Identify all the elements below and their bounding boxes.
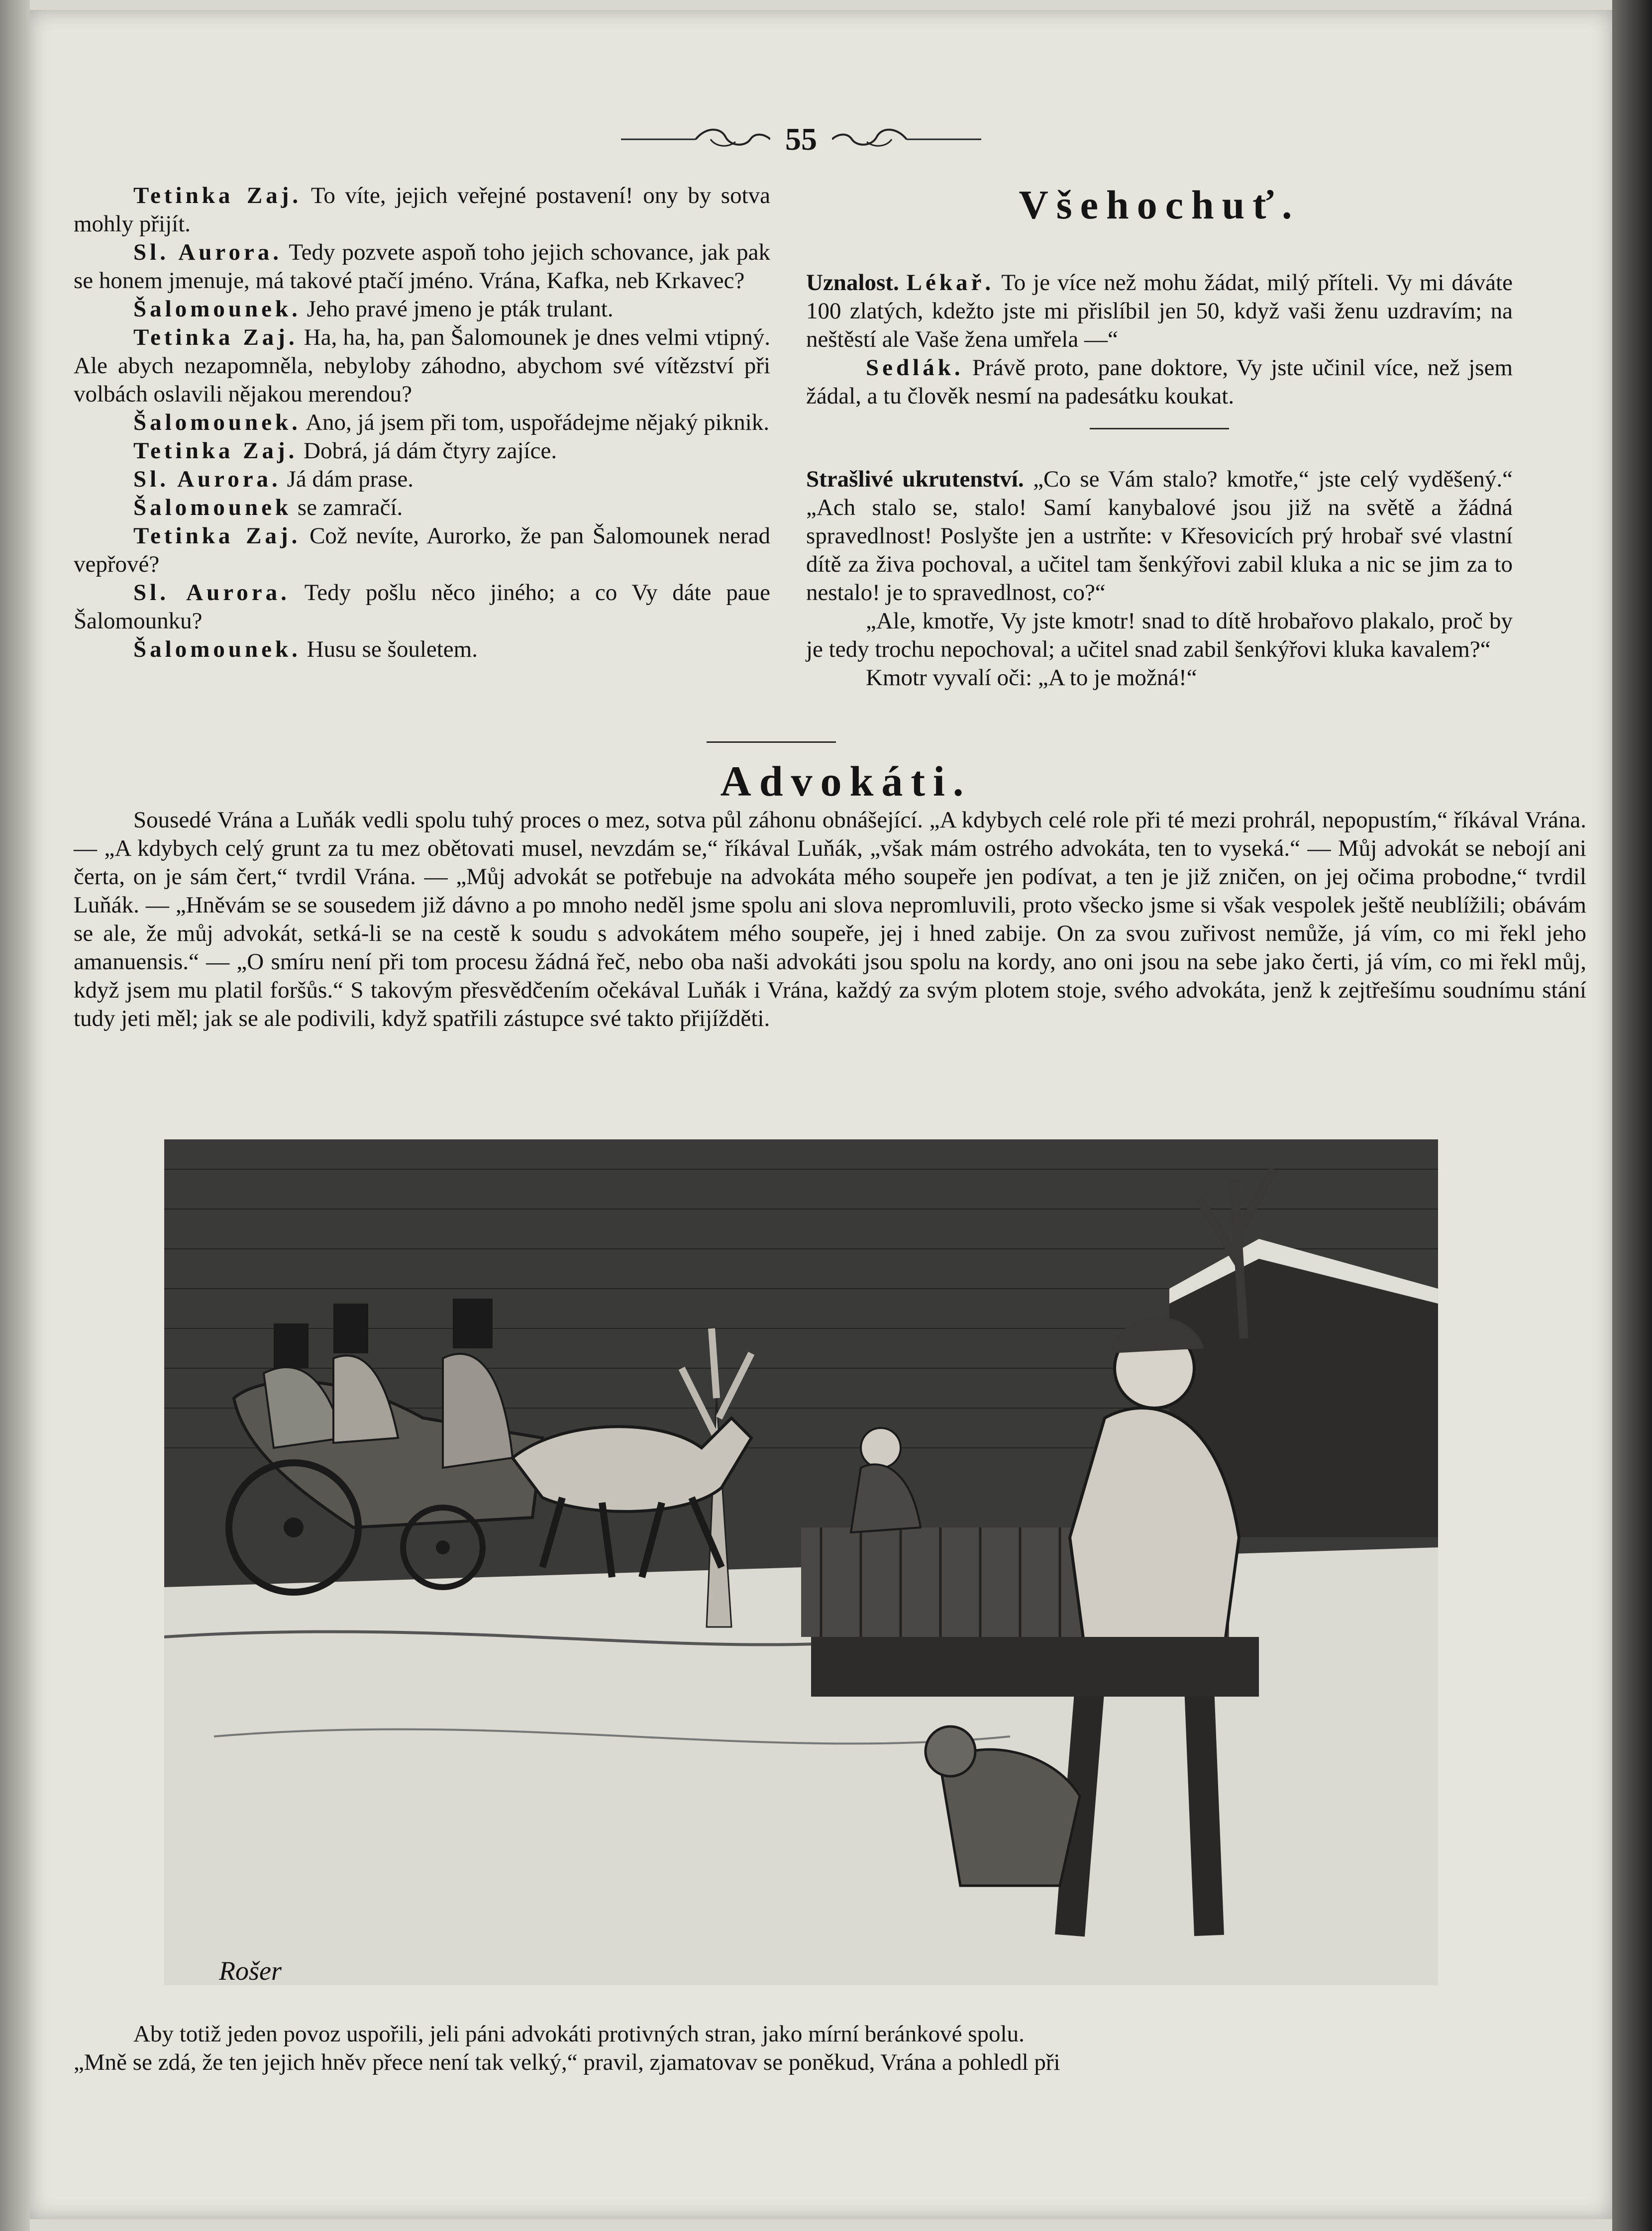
- dialogue-line: Šalomounek. Husu se šouletem.: [133, 636, 478, 662]
- vsehochut-column: [806, 269, 1513, 692]
- dialogue-line: Sl. Aurora. Tedy pozvete aspoň toho jejich schovance, jak pak se honem jmenuje, má takové ptačí jméno. Vrána, Kafka, neb Krkavec?: [74, 239, 770, 294]
- dialogue-line: Tetinka Zaj. Ha, ha, ha, pan Šalomounek je dnes velmi vtipný. Ale abych nezapomněla, nebyloby záhodno, abychom své vítězství při volbách oslavili nějakou merendou?: [74, 324, 770, 407]
- anecdote-ukrutenstvi-end: Kmotr vyvalí oči: „A to je možná!“: [866, 665, 1197, 691]
- dialogue-line: Sl. Aurora. Tedy pošlu něco jiného; a co Vy dáte paue Šalomounku?: [74, 580, 770, 634]
- advokati-story: [74, 806, 1586, 1033]
- engraving-illustration: [164, 1139, 1438, 1985]
- dialogue-line: Šalomounek. Ano, já jsem při tom, uspořádejme nějaký piknik.: [133, 409, 770, 435]
- anecdote-uznalost-reply: Sedlák. Právě proto, pane doktore, Vy jste učinil více, než jsem žádal, a tu člověk nesmí na padesátku koukat.: [806, 355, 1513, 409]
- anecdote-ukrutenstvi-reply: „Ale, kmotře, Vy jste kmotr! snad to dítě hrobařovo plakalo, proč by je tedy trochu nepochoval; a učitel snad zabil šenkýřovi kluka kavalem?“: [806, 608, 1513, 662]
- previous-page-edge: [0, 0, 30, 2231]
- page-number: 55: [785, 121, 817, 157]
- dialogue-line: Tetinka Zaj. To víte, jejich veřejné postavení! ony by sotva mohly přijít.: [74, 183, 771, 237]
- left-flourish-ornament: [621, 124, 770, 154]
- section-divider: [707, 741, 836, 743]
- advokati-paragraph: Sousedé Vrána a Luňák vedli spolu tuhý proces o mez, sotva půl záhonu obnášející. „A kdybych celé role při té mezi prohrál, nepopustím,“ říkával Vrána. — „A kdybych celý grunt za tu mez obětovati musel, nevzdám se,“ říkával Luňák, „však mám ostrého advokáta, ten to vyseká.“ — Můj advokát se nebojí ani čerta, on je sám čert,“ tvrdil Vrána. — „Můj advokát se potřebuje na advokáta mého soupeře jen podívat, a ten je již zničen, on jej očima probodne,“ tvrdil Luňák. — „Hněvám se se sousedem již dávno a po mnoho neděl jsme spolu ani slova nepromluvili, proto všecko jsme si však vespolek ještě neublížili; obávám se ale, že můj advokát, setká-li se na cestě k soudu s advokátem mého soupeře, jej i hned zabije. On za svou zuřivost nemůže, já vím, co mi řekl jeho amanuensis.“ — „O smíru není při tom procesu žádná řeč, nebo oba naši advokáti jsou spolu na kordy, ano oni jsou na sebe jako čerti, já vím, co mi řekl můj, když jsem mu platil foršůs.“ S takovým přesvědčením očekával Luňák i Vrána, každý za svým plotem stoje, svého advokáta, jenž k zejtřešímu soudnímu stání tudy jeti měl; jak se ale podivili, když spatřili zástupce své takto přijížděti.: [74, 807, 1586, 1031]
- right-flourish-ornament: [832, 124, 981, 154]
- page-header: [587, 114, 1015, 164]
- dialogue-line: Sl. Aurora. Já dám prase.: [133, 466, 414, 492]
- dialogue-column: [74, 182, 770, 664]
- page-binding-edge: [1612, 0, 1652, 2231]
- section-title-vsehochut: Všehochuť.: [1019, 182, 1300, 227]
- dialogue-line: Šalomounek se zamračí.: [133, 495, 403, 520]
- dialogue-line: Tetinka Zaj. Dobrá, já dám čtyry zajíce.: [133, 438, 557, 464]
- illustration-caption: [74, 2020, 1586, 2077]
- anecdote-ukrutenstvi: Strašlivé ukrutenství. „Co se Vám stalo? kmotře,“ jste celý vyděšený.“ „Ach stalo se, stalo! Samí kanybalové jsou již na světě a žádná spravedlnost! Poslyšte jen a ustrňte: v Křesovicích prý hrobař své vlastní dítě za živa pochoval, a učitel tam šenkýřovi zabil kluka a nic se jim za to nestalo! je to spravedlnost, co?“: [806, 466, 1513, 606]
- dialogue-line: Šalomounek. Jeho pravé jmeno je pták trulant.: [133, 296, 614, 322]
- section-divider: [1090, 428, 1229, 429]
- caption-line: Aby totiž jeden povoz uspořili, jeli páni advokáti protivných stran, jako mírní beránkové spolu.: [133, 2021, 1025, 2047]
- engraver-signature: Rošer: [219, 1956, 282, 1986]
- section-title-advokati: Advokáti.: [720, 757, 972, 805]
- dialogue-line: Tetinka Zaj. Což nevíte, Aurorko, že pan Šalomounek nerad vepřové?: [74, 523, 770, 577]
- caption-line: „Mně se zdá, že ten jejich hněv přece není tak velký,“ pravil, zjamatovav se poněkud, Vrána a pohledl při: [74, 2049, 1060, 2075]
- anecdote-uznalost: Uznalost. Lékař. To je více než mohu žádat, milý příteli. Vy mi dáváte 100 zlatých, kdežto jste mi přislíbil jen 50, když vaši ženu uzdravím; na neštěstí ale Vaše žena umřela —“: [806, 270, 1513, 352]
